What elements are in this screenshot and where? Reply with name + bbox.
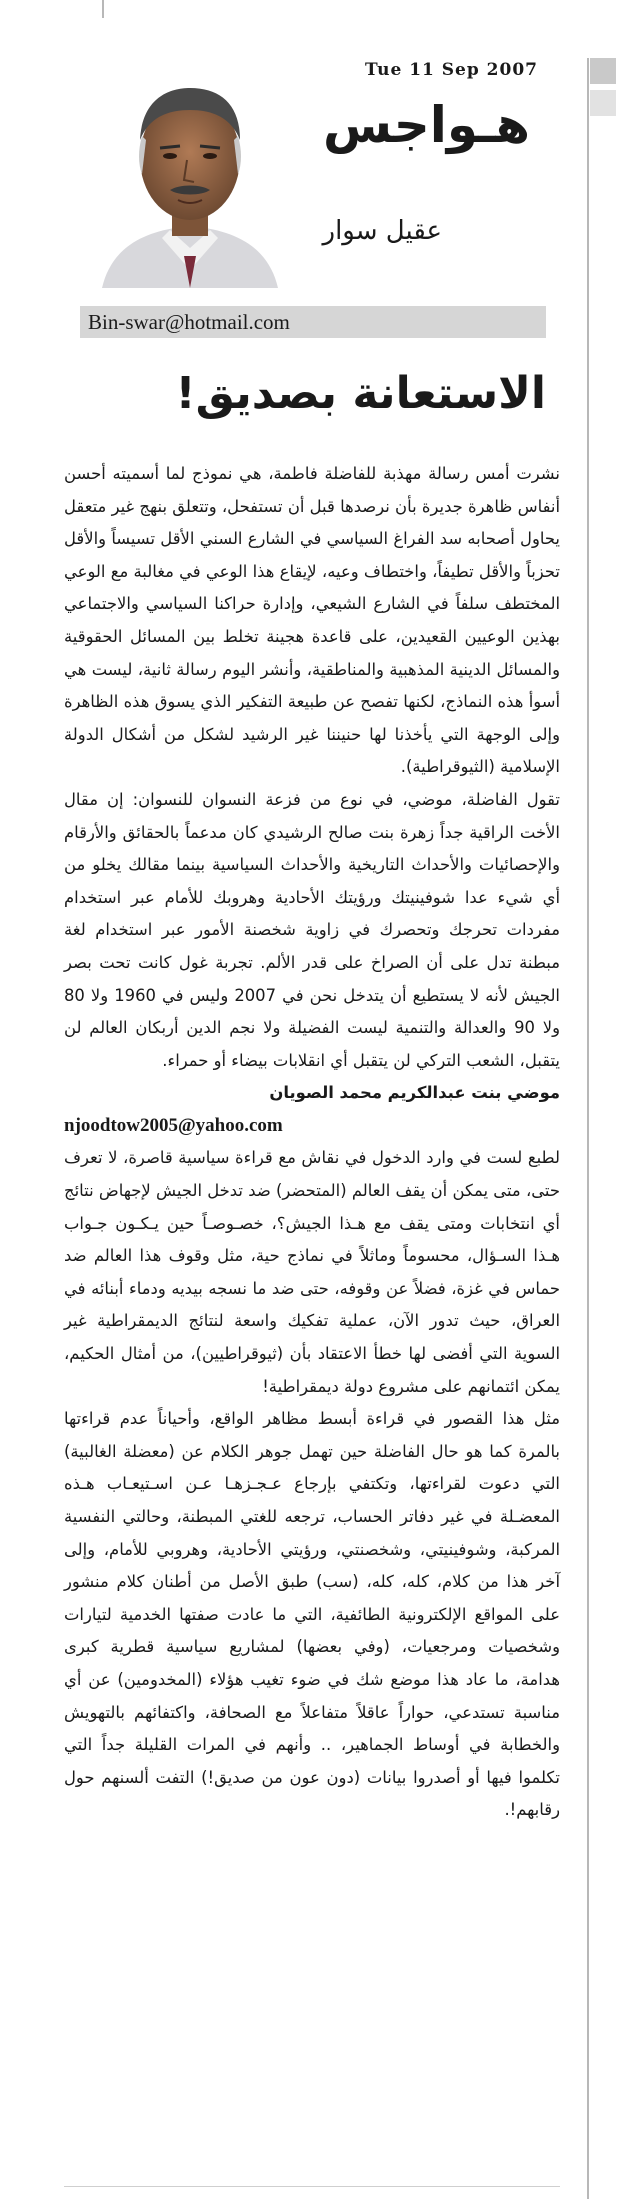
issue-date: Tue 11 Sep 2007 bbox=[365, 60, 538, 80]
right-frame-line bbox=[587, 58, 589, 2199]
letter-signature-email[interactable]: njoodtow2005@yahoo.com bbox=[64, 1114, 283, 1136]
side-tab-light bbox=[590, 90, 616, 116]
article-paragraph: تقول الفاضلة، موضي، في نوع من فزعة النسوان للنسوان: إن مقال الأخت الراقية جداً زهرة بنت صالح الرشيدي كان مدعماً بالحقائق والأرقام والإحصائيات والأحداث التاريخية والأحداث السياسية بينما مقالك يخلو من أي شيء عدا شوفينيتك ورؤيتك الأحادية وهروبك للأمام عبر استخدام مفردات تحرجك وتحصرك في زاوية شخصنة الأمور عبر استخدام لغة مبطنة تدل على أن الصراخ على قدر الألم. تجربة غول كانت تحت بصر الجيش لأنه لا يستطيع أن يتدخل نحن في 2007 وليس في 1960 ولا 80 ولا 90 والعدالة والتنمية ليست الفضيلة ولا نجم الدين أربكان العالم لن يتقبل، الشعب التركي لن يتقبل أي انقلابات بيضاء أو حمراء. bbox=[64, 789, 560, 1070]
letter-signature-name: موضي بنت عبدالكريم محمد الصويان bbox=[269, 1083, 560, 1103]
bottom-rule bbox=[64, 2186, 560, 2187]
article-paragraph: نشرت أمس رسالة مهذبة للفاضلة فاطمة، هي نموذج لما أسميته أحسن أنفاس ظاهرة جديرة بأن نرصدها قبل أن تستفحل، وتتعلق بنهج غير متعقل يحاول أصحابه سد الفراغ السياسي في الشارع السني الأقل تسيساً والأقل تحزباً والأقل تطيفاً، واختطاف وعيه، لإيقاع هذا الوعي في مغالبة مع الوعي المختطف سلفاً في الشارع الشيعي، وإدارة حراكنا السياسي والاجتماعي بهذين الوعيين القعيدين، على قاعدة هجينة تخلط بين المسائل الحقوقية والمسائل الدينية المذهبية والمناطقية، وأنشر اليوم رسالة ثانية، ليست هي أسوأ هذه النماذج، لكنها تفصح عن طبيعة التفكير الذي يسوق هذه الظاهرة وإلى الوجهة التي يأخذنا لها حنيننا غير الرشيد لشكل من أشكال الدولة الإسلامية (الثيوقراطية). bbox=[64, 464, 560, 777]
column-title: هـواجس bbox=[323, 96, 530, 154]
author-portrait bbox=[92, 70, 288, 288]
side-tab-dark bbox=[590, 58, 616, 84]
author-email[interactable]: Bin-swar@hotmail.com bbox=[80, 306, 546, 338]
article-headline: الاستعانة بصديق! bbox=[175, 368, 546, 419]
article-paragraph: مثل هذا القصور في قراءة أبسط مظاهر الواقع، وأحياناً عدم قراءتها بالمرة كما هو حال الفاضلة حين تهمل جوهر الكلام عن (معضلة الغالبية) التي دعوت لقراءتها، وتكتفي بإرجاع عـجـزهـا عـن اسـتيعـاب هـذه المعضـلة في غير دفاتر الحساب، ترجعه للغتي المبطنة، وحالتي النفسية المركبة، وشوفينيتي، وشخصنتي، ورؤيتي الأحادية، وهروبي للأمام، وإلى آخر هذا من كلام، كله، كله، (سب) طبق الأصل من أطنان كلام منشور على المواقع الإلكترونية الطائفية، التي ما عادت صفتها الخدمية لتيارات وشخصيات ومرجعيات، (وفي بعضها) لمشاريع سياسية قطرية كبرى هدامة، ما عاد هذا موضع شك في ضوء تغيب هؤلاء (المخدومين) عن أي مناسبة تستدعي، حواراً عاقلاً متفاعلاً مع الصحافة، واكتفائهم بالتهويش والخطابة في أوساط الجماهير، .. وأنهم في المرات القليلة جداً التي تكلموا فيها أو أصدروا بيانات (دون عون من صديق!) التفت ألسنهم حول رقابهم!. bbox=[64, 1409, 560, 1820]
author-name: عقيل سوار bbox=[322, 216, 442, 246]
top-frame-line bbox=[102, 0, 104, 18]
article-paragraph: لطبع لست في وارد الدخول في نقاش مع قراءة سياسية قاصرة، لا تعرف حتى، متى يمكن أن يقف العالم (المتحضر) ضد تدخل الجيش لإجهاض نتائج أي انتخابات ومتى يقف مع هـذا الجيش؟، خصـوصـاً حين يـكـون جـواب هـذا السـؤال، محسوماً وماثلاً في نماذج حية، مثل وقوف هذا العالم ضد حماس في غزة، فضلاً عن وقوفه، حتى ضد ما نسجه بيديه ودماء أبنائه في العراق، حيث تدور الآن، عملية تفكيك واسعة لنتائج الديمقراطية غير السوية التي أفضى لها خطأ الاعتقاد بأن (ثيوقراطيين)، من أمثال الحكيم، يمكن ائتمانهم على مشروع دولة ديمقراطية! bbox=[64, 1148, 560, 1396]
article-body bbox=[64, 458, 560, 1827]
